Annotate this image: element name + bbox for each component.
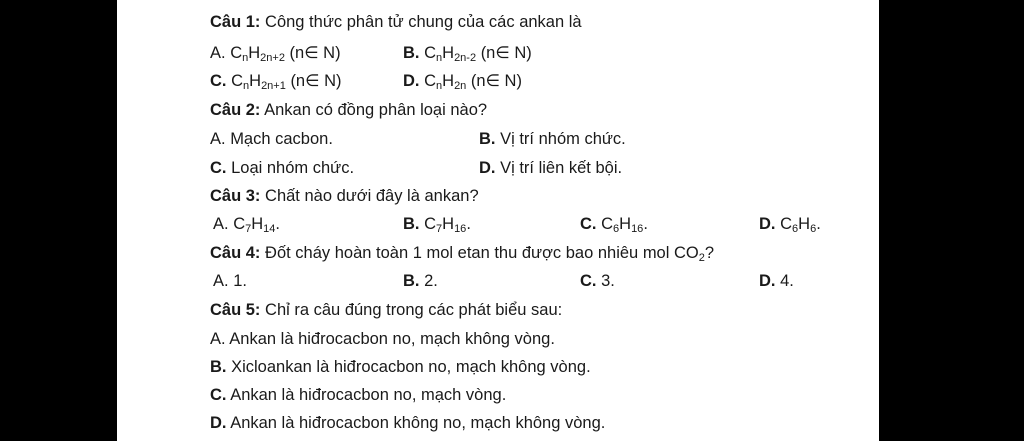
question-3: [210, 183, 879, 209]
question-5-label: Câu 5:: [210, 301, 261, 319]
question-1-text: Công thức phân tử chung của các ankan là: [265, 13, 582, 31]
question-5-text: Chỉ ra câu đúng trong các phát biểu sau:: [265, 301, 563, 319]
question-2-label: Câu 2:: [210, 101, 261, 119]
question-2: [210, 97, 879, 123]
q4-option-c: C. 3.: [580, 272, 615, 290]
q4-option-d: D. 4.: [759, 272, 794, 290]
q5-option-d: D. Ankan là hiđrocacbon không no, mạch không vòng.: [210, 414, 606, 432]
question-3-text: Chất nào dưới đây là ankan?: [265, 187, 479, 205]
q4-option-b: B. 2.: [403, 272, 438, 290]
q2-option-d: D. Vị trí liên kết bội.: [479, 159, 623, 177]
q1-option-a: A. $C_nH_{2n+2}$ (n∈ N): [210, 44, 341, 64]
question-4-label: Câu 4:: [210, 244, 261, 262]
q4-option-a: A. 1.: [213, 272, 247, 290]
q3-option-a: A. $C_7H_{14}$.: [213, 215, 280, 235]
q2-option-b: B. Vị trí nhóm chức.: [479, 130, 626, 148]
question-3-label: Câu 3:: [210, 187, 261, 205]
question-1: [210, 9, 879, 35]
q1-option-d: D. $C_nH_{2n}$ (n∈ N): [403, 72, 522, 92]
document-page: [117, 0, 879, 441]
question-5: [210, 297, 879, 323]
question-2-options-row-2: [117, 155, 879, 181]
q2-option-a: A. Mạch cacbon.: [210, 130, 333, 148]
question-2-text: Ankan có đồng phân loại nào?: [264, 101, 488, 119]
q5-option-a: A. Ankan là hiđrocacbon no, mạch không vòng.: [210, 330, 555, 348]
question-2-options-row-1: [117, 126, 879, 152]
question-1-options-row-2: [117, 68, 879, 94]
q3-option-b: B. $C_7H_{16}$.: [403, 215, 471, 235]
question-1-options-row-1: [117, 40, 879, 66]
q2-option-c: C. Loại nhóm chức.: [210, 159, 355, 177]
question-1-label: Câu 1:: [210, 13, 261, 31]
question-3-options: [117, 211, 879, 237]
q1-option-c: C. $C_nH_{2n+1}$ (n∈ N): [210, 72, 342, 92]
question-4-options: [117, 268, 879, 294]
question-4-text: Đốt cháy hoàn toàn 1 mol etan thu được bao nhiêu mol $CO_2$?: [265, 244, 715, 264]
question-4: [210, 240, 879, 266]
q5-option-b: B. Xicloankan là hiđrocacbon no, mạch không vòng.: [210, 358, 591, 376]
q5-option-c: C. Ankan là hiđrocacbon no, mạch vòng.: [210, 386, 507, 404]
q3-option-c: C. $C_6H_{16}$.: [580, 215, 648, 235]
q1-option-b: B. $C_nH_{2n-2}$ (n∈ N): [403, 44, 532, 64]
q3-option-d: D. $C_6H_6$.: [759, 215, 821, 235]
